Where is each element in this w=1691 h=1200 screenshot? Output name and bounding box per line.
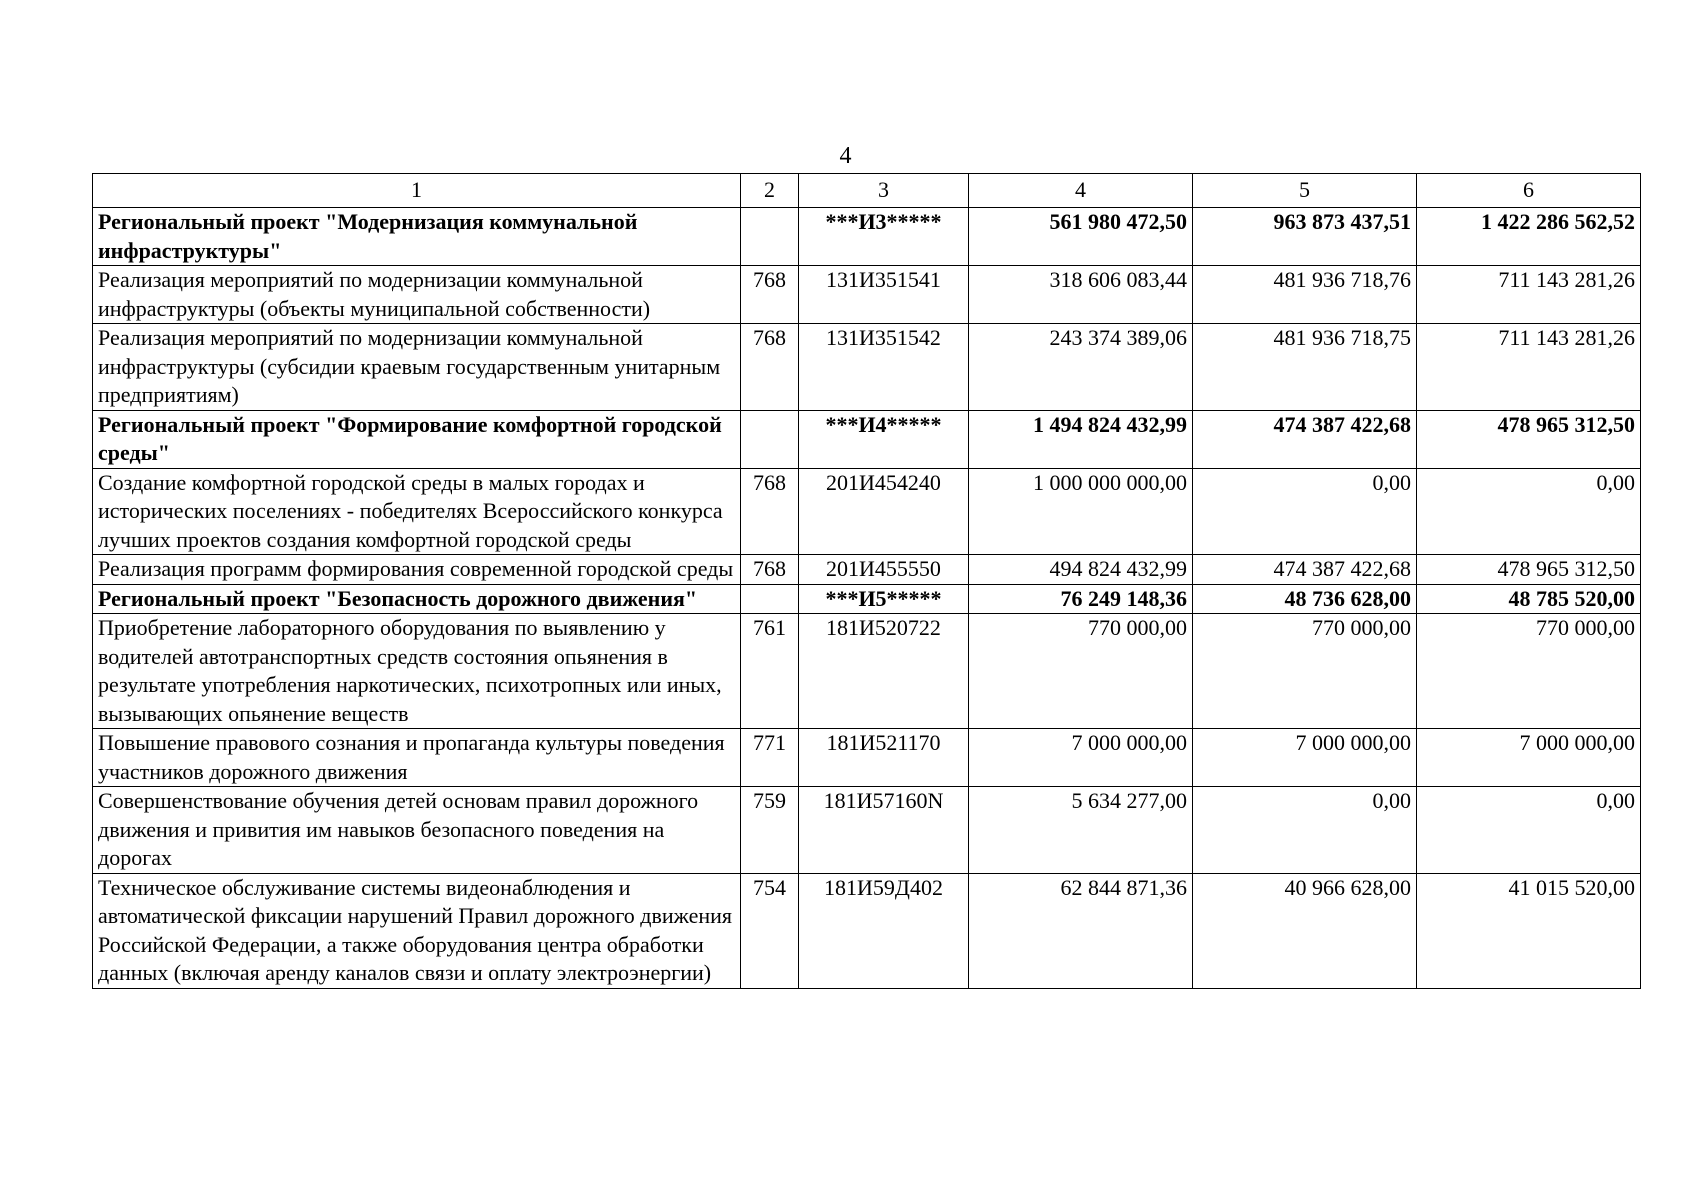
row-kcsr: ***И5***** [799,584,969,614]
row-kcsr: 201И455550 [799,555,969,585]
row-name: Совершенствование обучения детей основам правил дорожного движения и привития им навыков безопасного поведения на дорогах [93,787,741,874]
page-number: 4 [839,143,852,169]
row-value-6: 478 965 312,50 [1417,410,1641,468]
table-row [93,266,1641,324]
row-kcsr: ***И3***** [799,208,969,266]
row-name: Реализация программ формирования современной городской среды [93,555,741,585]
header-cell: 6 [1417,174,1641,208]
row-value-4: 561 980 472,50 [969,208,1193,266]
row-kcsr: ***И4***** [799,410,969,468]
table-row [93,468,1641,555]
row-name: Региональный проект "Модернизация коммунальной инфраструктуры" [93,208,741,266]
table-row [93,873,1641,988]
row-code: 768 [741,468,799,555]
row-name: Реализация мероприятий по модернизации коммунальной инфраструктуры (субсидии краевым государственным унитарным предприятиям) [93,324,741,411]
row-value-4: 243 374 389,06 [969,324,1193,411]
row-value-5: 474 387 422,68 [1193,555,1417,585]
row-code: 768 [741,266,799,324]
table-row [93,584,1641,614]
row-value-4: 770 000,00 [969,614,1193,729]
header-cell: 3 [799,174,969,208]
row-value-4: 7 000 000,00 [969,729,1193,787]
row-code: 754 [741,873,799,988]
row-code: 771 [741,729,799,787]
row-code: 759 [741,787,799,874]
row-value-5: 481 936 718,76 [1193,266,1417,324]
row-value-5: 770 000,00 [1193,614,1417,729]
row-name: Приобретение лабораторного оборудования по выявлению у водителей автотранспортных средств состояния опьянения в результате употребления наркотических, психотропных или иных, вызывающих опьянение веществ [93,614,741,729]
row-value-4: 1 000 000 000,00 [969,468,1193,555]
row-value-4: 494 824 432,99 [969,555,1193,585]
row-value-5: 0,00 [1193,787,1417,874]
row-value-5: 48 736 628,00 [1193,584,1417,614]
row-code: 761 [741,614,799,729]
table-row [93,729,1641,787]
row-name: Техническое обслуживание системы видеонаблюдения и автоматической фиксации нарушений Правил дорожного движения Российской Федерации, а также оборудования центра обработки данных (включая аренду каналов связи и оплату электроэнергии) [93,873,741,988]
row-value-4: 1 494 824 432,99 [969,410,1193,468]
header-cell: 1 [93,174,741,208]
table-row [93,324,1641,411]
row-value-5: 7 000 000,00 [1193,729,1417,787]
header-row [93,174,1641,208]
row-code: 768 [741,324,799,411]
header-cell: 4 [969,174,1193,208]
row-code [741,584,799,614]
header-cell: 5 [1193,174,1417,208]
row-name: Создание комфортной городской среды в малых городах и исторических поселениях - победителях Всероссийского конкурса лучших проектов создания комфортной городской среды [93,468,741,555]
budget-table [92,173,1641,989]
row-value-4: 318 606 083,44 [969,266,1193,324]
row-value-6: 478 965 312,50 [1417,555,1641,585]
row-name: Региональный проект "Формирование комфортной городской среды" [93,410,741,468]
row-value-4: 5 634 277,00 [969,787,1193,874]
row-kcsr: 131И351541 [799,266,969,324]
row-kcsr: 131И351542 [799,324,969,411]
row-kcsr: 181И59Д402 [799,873,969,988]
row-value-5: 481 936 718,75 [1193,324,1417,411]
row-value-5: 963 873 437,51 [1193,208,1417,266]
row-kcsr: 181И520722 [799,614,969,729]
row-value-6: 48 785 520,00 [1417,584,1641,614]
table-row [93,555,1641,585]
row-value-5: 0,00 [1193,468,1417,555]
row-value-6: 7 000 000,00 [1417,729,1641,787]
row-value-4: 62 844 871,36 [969,873,1193,988]
row-kcsr: 181И57160N [799,787,969,874]
row-value-6: 0,00 [1417,787,1641,874]
row-value-5: 40 966 628,00 [1193,873,1417,988]
row-kcsr: 201И454240 [799,468,969,555]
row-code [741,410,799,468]
table-row [93,410,1641,468]
header-cell: 2 [741,174,799,208]
table-row [93,614,1641,729]
row-code [741,208,799,266]
row-name: Повышение правового сознания и пропаганда культуры поведения участников дорожного движения [93,729,741,787]
row-value-5: 474 387 422,68 [1193,410,1417,468]
row-value-6: 770 000,00 [1417,614,1641,729]
row-name: Реализация мероприятий по модернизации коммунальной инфраструктуры (объекты муниципальной собственности) [93,266,741,324]
row-value-6: 711 143 281,26 [1417,324,1641,411]
row-value-6: 0,00 [1417,468,1641,555]
table-row [93,787,1641,874]
row-value-6: 711 143 281,26 [1417,266,1641,324]
row-code: 768 [741,555,799,585]
row-kcsr: 181И521170 [799,729,969,787]
row-value-6: 1 422 286 562,52 [1417,208,1641,266]
row-value-6: 41 015 520,00 [1417,873,1641,988]
table-row [93,208,1641,266]
row-name: Региональный проект "Безопасность дорожного движения" [93,584,741,614]
row-value-4: 76 249 148,36 [969,584,1193,614]
